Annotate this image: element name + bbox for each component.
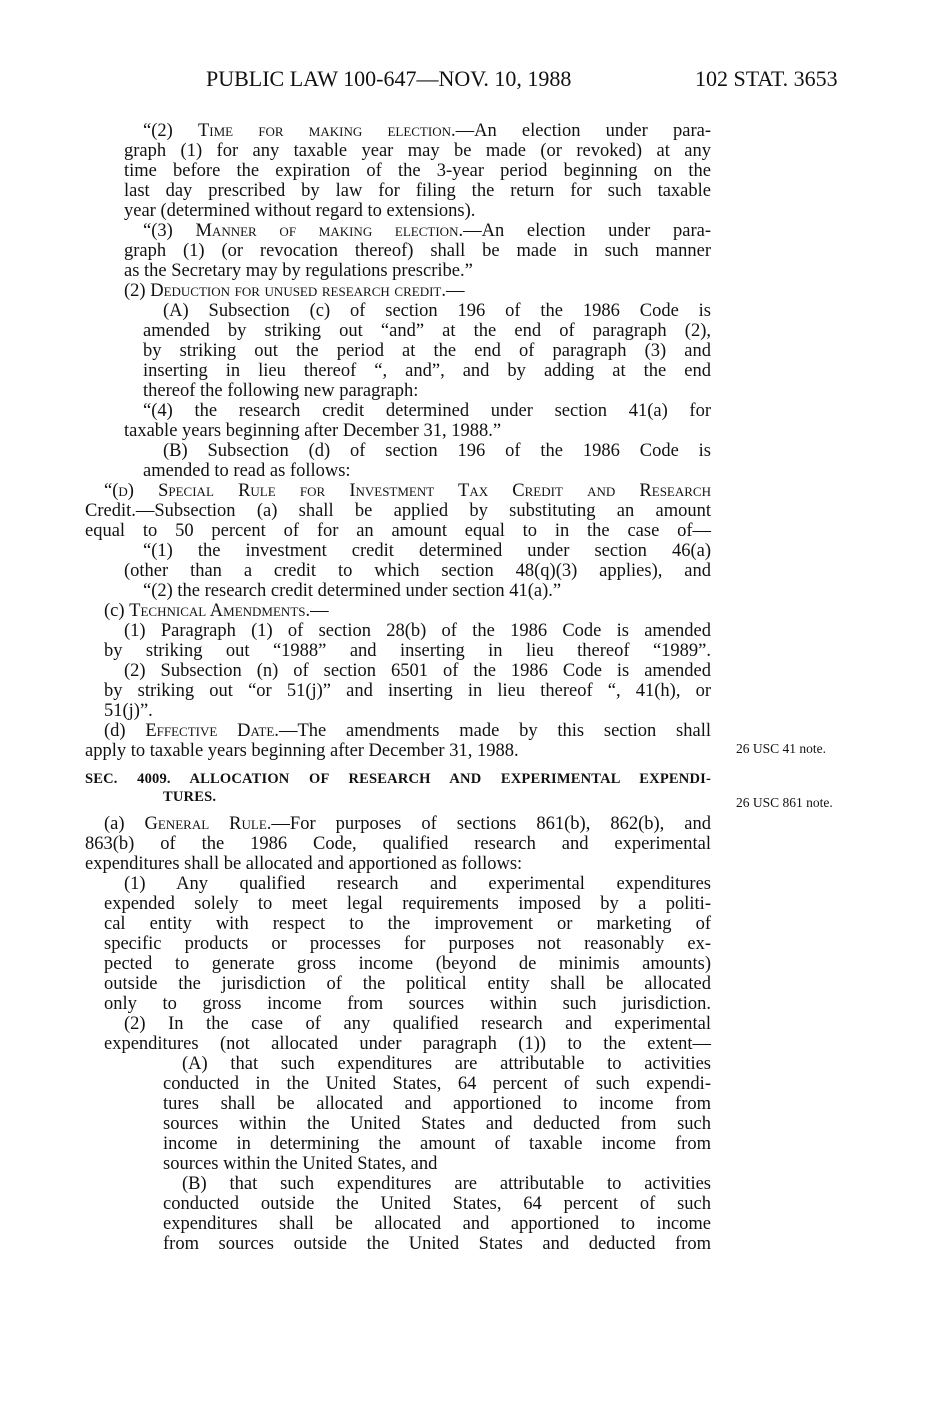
body-line: graph (1) for any taxable year may be made (or revoked) at any (124, 141, 711, 161)
line-part: —An election under para- (455, 121, 711, 141)
body-line (143, 122, 711, 141)
body-line: “(2) the research credit determined under section 41(a).” (143, 581, 562, 601)
running-header (0, 66, 948, 96)
margin-note-26-usc-861: 26 USC 861 note. (736, 795, 833, 810)
line-part: (2) (124, 281, 151, 301)
line-part: —The amendments made by this section shall (278, 721, 711, 741)
body-line: from sources outside the United States and deducted from (163, 1234, 711, 1254)
line-part: —An election under para- (463, 221, 712, 241)
body-line: expenditures shall be allocated and apportioned as follows: (85, 854, 523, 874)
small-caps-heading: Time for making election. (197, 121, 456, 141)
margin-note-26-usc-41: 26 USC 41 note. (736, 741, 827, 756)
small-caps-heading: “(d) Special Rule for Investment Tax Credit and Research (104, 481, 711, 501)
body-line: graph (1) (or revocation thereof) shall be made in such manner (124, 241, 711, 261)
body-line: by striking out “1988” and inserting in lieu thereof “1989”. (104, 641, 711, 661)
body-line: (1) Any qualified research and experimental expenditures (124, 874, 711, 894)
small-caps-heading: Deduction for unused research credit. (150, 281, 446, 301)
statute-page-number: 102 STAT. 3653 (695, 66, 838, 91)
body-line: cal entity with respect to the improvement or marketing of (104, 914, 711, 934)
small-caps-heading: General Rule. (144, 814, 272, 834)
body-line: last day prescribed by law for filing the return for such taxable (124, 181, 711, 201)
line-part: —For purposes of sections 861(b), 862(b), and (271, 814, 711, 834)
body-line: only to gross income from sources within such jurisdiction. (104, 994, 711, 1014)
body-line: expenditures (not allocated under paragraph (1)) to the extent— (104, 1034, 711, 1054)
body-line: equal to 50 percent of for an amount equal to in the case of— (85, 521, 711, 541)
body-line (104, 815, 711, 834)
body-line (104, 722, 711, 741)
body-line: as the Secretary may by regulations prescribe.” (124, 261, 473, 281)
body-line: time before the expiration of the 3-year period beginning on the (124, 161, 711, 181)
body-line: outside the jurisdiction of the political entity shall be allocated (104, 974, 711, 994)
body-line: sources within the United States and deducted from such (163, 1114, 711, 1134)
body-line: (2) In the case of any qualified research and experimental (124, 1014, 711, 1034)
line-part: “(3) (143, 221, 196, 241)
small-caps-heading: Effective Date. (145, 721, 279, 741)
small-caps-heading: Technical Amendments. (129, 601, 311, 621)
body-line: conducted outside the United States, 64 percent of such (163, 1194, 711, 1214)
body-line: amended by striking out “and” at the end of paragraph (2), (143, 321, 711, 341)
body-line: “(1) the investment credit determined under section 46(a) (143, 541, 711, 561)
line-part: — (310, 601, 329, 621)
body-line: sources within the United States, and (163, 1154, 438, 1174)
body-line: specific products or processes for purposes not reasonably ex- (104, 934, 711, 954)
section-heading: SEC. 4009. ALLOCATION OF RESEARCH AND EXPERIMENTAL EXPENDI- (85, 771, 711, 787)
body-line: expended solely to meet legal requirements imposed by a politi- (104, 894, 711, 914)
body-line: “(4) the research credit determined under section 41(a) for (143, 401, 711, 421)
line-part: (d) (104, 721, 146, 741)
section-heading: TURES. (163, 789, 217, 805)
body-line: pected to generate gross income (beyond de minimis amounts) (104, 954, 711, 974)
body-line: (B) Subsection (d) of section 196 of the 1986 Code is (163, 441, 711, 461)
small-caps-heading: Manner of making election. (195, 221, 464, 241)
body-line: taxable years beginning after December 31, 1988.” (124, 421, 502, 441)
line-part: “(2) (143, 121, 198, 141)
body-line (104, 602, 329, 621)
body-line: (A) Subsection (c) of section 196 of the 1986 Code is (163, 301, 711, 321)
body-line: expenditures shall be allocated and apportioned to income (163, 1214, 711, 1234)
body-line: by striking out “or 51(j)” and inserting in lieu thereof “, 41(h), or (104, 681, 711, 701)
body-line: 863(b) of the 1986 Code, qualified research and experimental (85, 834, 711, 854)
line-part: — (445, 281, 465, 301)
body-line: (other than a credit to which section 48(q)(3) applies), and (124, 561, 711, 581)
body-line: (B) that such expenditures are attributable to activities (182, 1174, 711, 1194)
body-line: Credit.—Subsection (a) shall be applied by substituting an amount (85, 501, 711, 521)
body-line: apply to taxable years beginning after December 31, 1988. (85, 741, 519, 761)
body-line: conducted in the United States, 64 percent of such expendi- (163, 1074, 711, 1094)
body-line: (A) that such expenditures are attributable to activities (182, 1054, 711, 1074)
line-part: (c) (104, 601, 130, 621)
body-line: (1) Paragraph (1) of section 28(b) of the 1986 Code is amended (124, 621, 711, 641)
body-line: amended to read as follows: (143, 461, 351, 481)
public-law-citation: PUBLIC LAW 100-647—NOV. 10, 1988 (206, 66, 572, 91)
body-line: tures shall be allocated and apportioned to income from (163, 1094, 711, 1114)
body-line: (2) Subsection (n) of section 6501 of the 1986 Code is amended (124, 661, 711, 681)
line-part: (a) (104, 814, 145, 834)
body-line: by striking out the period at the end of paragraph (3) and (143, 341, 711, 361)
body-line: thereof the following new paragraph: (143, 381, 419, 401)
body-line: 51(j)”. (104, 701, 153, 721)
body-line: income in determining the amount of taxable income from (163, 1134, 711, 1154)
body-line (124, 282, 464, 301)
body-line: year (determined without regard to extensions). (124, 201, 476, 221)
body-line: inserting in lieu thereof “, and”, and by adding at the end (143, 361, 711, 381)
body-line (143, 222, 711, 241)
